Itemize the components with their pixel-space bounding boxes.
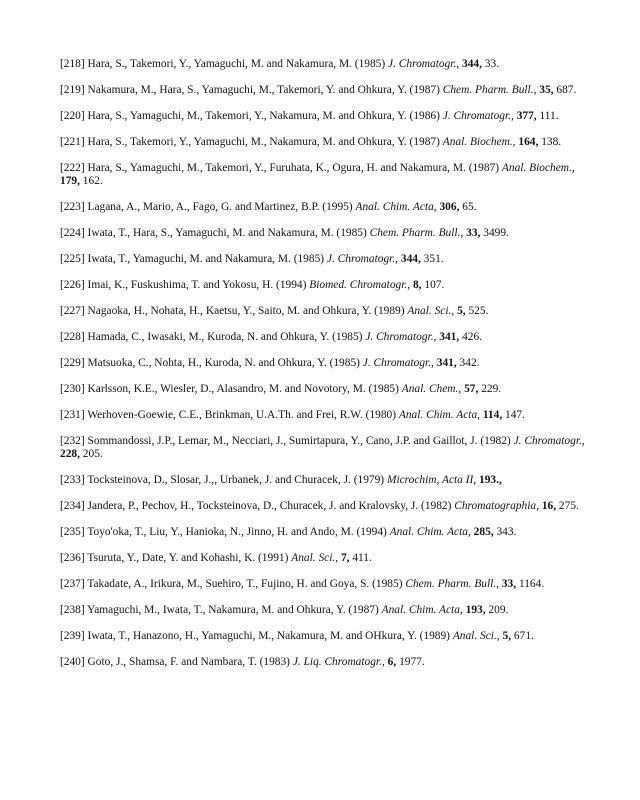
ref-number: [220]	[60, 110, 85, 122]
ref-volume: 228,	[60, 448, 80, 460]
ref-volume: 164,	[518, 136, 539, 148]
reference-item	[60, 357, 590, 370]
ref-page: 205.	[82, 448, 103, 460]
ref-number: [240]	[60, 656, 85, 668]
ref-number: [227]	[60, 305, 85, 317]
ref-authors: Toyo'oka, T., Liu, Y., Hanioka, N., Jinno, H. and Ando, M. (1994)	[87, 526, 387, 538]
ref-authors: Takadate, A., Irikura, M., Suehiro, T., Fujino, H. and Goya, S. (1985)	[87, 578, 403, 590]
ref-page: 343.	[496, 526, 517, 538]
ref-page: 138.	[541, 136, 562, 148]
ref-journal: J. Chromatogr.,	[326, 253, 399, 265]
reference-item	[60, 604, 590, 617]
ref-number: [219]	[60, 84, 85, 96]
ref-journal: Chem. Pharm. Bull.,	[442, 84, 537, 96]
ref-journal: Biomed. Chromatogr.,	[309, 279, 411, 291]
ref-journal: Microchim, Acta II,	[386, 474, 477, 486]
ref-authors: Goto, J., Shamsa, F. and Nambara, T. (1983)	[87, 656, 290, 668]
ref-journal: Anal. Sci.,	[291, 552, 339, 564]
reference-item	[60, 162, 590, 188]
reference-item	[60, 383, 590, 396]
reference-item	[60, 331, 590, 344]
ref-number: [234]	[60, 500, 85, 512]
reference-item	[60, 409, 590, 422]
reference-item	[60, 227, 590, 240]
ref-page: 209.	[488, 604, 509, 616]
ref-authors: Karlsson, K.E., Wiesler, D., Alasandro, M. and Novotory, M. (1985)	[87, 383, 399, 395]
ref-number: [221]	[60, 136, 85, 148]
reference-item	[60, 279, 590, 292]
ref-page: 147.	[505, 409, 525, 421]
ref-page: 411.	[352, 552, 372, 564]
ref-volume: 6,	[387, 656, 397, 668]
ref-authors: Hara, S., Yamaguchi, M., Takemori, Y., Furuhata, K., Ogura, H. and Nakamura, M. (1987)	[87, 162, 500, 174]
ref-page: 33.	[484, 58, 500, 70]
ref-page: 671.	[513, 630, 534, 642]
ref-volume: 5,	[457, 305, 466, 317]
ref-authors: Nakamura, M., Hara, S., Yamaguchi, M., Takemori, Y. and Ohkura, Y. (1987)	[87, 84, 440, 96]
ref-page: 275.	[558, 500, 579, 512]
ref-journal: Anal. Biochem.,	[442, 136, 516, 148]
ref-authors: Iwata, T., Hara, S., Yamaguchi, M. and Nakamura, M. (1985)	[87, 227, 367, 239]
ref-page: 525.	[468, 305, 489, 317]
ref-volume: 344,	[462, 58, 482, 70]
ref-number: [225]	[60, 253, 85, 265]
ref-number: [232]	[60, 435, 85, 447]
ref-authors: Hara, S., Takemori, Y., Yamaguchi, M., Nakamura, M. and Ohkura, Y. (1987)	[87, 136, 440, 148]
reference-item	[60, 630, 590, 643]
ref-volume: 33,	[501, 578, 517, 590]
ref-page: 426.	[462, 331, 482, 343]
ref-number: [229]	[60, 357, 85, 369]
ref-authors: Nagaoka, H., Nohata, H., Kaetsu, Y., Saito, M. and Ohkura, Y. (1989)	[87, 305, 405, 317]
reference-item	[60, 552, 590, 565]
ref-page: 65.	[462, 201, 477, 213]
ref-authors: Lagana, A., Mario, A., Fago, G. and Martinez, B.P. (1995)	[87, 201, 353, 213]
ref-authors: Iwata, T., Yamaguchi, M. and Nakamura, M. (1985)	[87, 253, 325, 265]
reference-item	[60, 84, 590, 97]
reference-list	[60, 58, 590, 682]
ref-journal: Anal. Chim. Acta,	[389, 526, 471, 538]
ref-authors: Jandera, P., Pechov, H., Tocksteinova, D., Churacek, J. and Kralovsky, J. (1982)	[87, 500, 452, 512]
ref-number: [226]	[60, 279, 85, 291]
ref-authors: Hara, S., Takemori, Y., Yamaguchi, M. and Nakamura, M. (1985)	[87, 58, 386, 70]
ref-journal: Anal. Biochem.,	[501, 162, 575, 174]
ref-journal: J. Chromatogr.,	[442, 110, 514, 122]
ref-volume: 35,	[539, 84, 554, 96]
reference-item	[60, 201, 590, 214]
ref-authors: Iwata, T., Hanazono, H., Yamaguchi, M., Nakamura, M. and OHkura, Y. (1989)	[87, 630, 450, 642]
ref-number: [238]	[60, 604, 85, 616]
ref-journal: J. Chromatogr.,	[513, 435, 585, 447]
ref-volume: 377,	[516, 110, 537, 122]
ref-volume: 7,	[340, 552, 350, 564]
ref-volume: 33,	[466, 227, 481, 239]
ref-page: 162.	[82, 175, 103, 187]
ref-page: 1977.	[399, 656, 425, 668]
ref-volume: 341,	[436, 357, 457, 369]
ref-number: [233]	[60, 474, 85, 486]
ref-number: [239]	[60, 630, 85, 642]
reference-item	[60, 253, 590, 266]
ref-volume: 285,	[473, 526, 494, 538]
ref-authors: Matsuoka, C., Nohta, H., Kuroda, N. and Ohkura, Y. (1985)	[87, 357, 360, 369]
ref-journal: Anal. Chim. Acta,	[355, 201, 437, 213]
reference-item	[60, 474, 590, 487]
ref-page: 1164.	[518, 578, 545, 590]
ref-volume: 8,	[412, 279, 422, 291]
reference-item	[60, 136, 590, 149]
ref-page: 3499.	[483, 227, 509, 239]
ref-number: [230]	[60, 383, 85, 395]
reference-item	[60, 435, 590, 461]
ref-authors: Tsuruta, Y., Date, Y. and Kohashi, K. (1991)	[87, 552, 289, 564]
ref-number: [223]	[60, 201, 85, 213]
ref-journal: Anal. Chim. Acta,	[381, 604, 463, 616]
ref-journal: Anal. Chim. Acta,	[398, 409, 480, 421]
ref-number: [235]	[60, 526, 85, 538]
ref-authors: Hara, S., Yamaguchi, M., Takemori, Y., Nakamura, M. and Ohkura, Y. (1986)	[87, 110, 440, 122]
ref-journal: J. Chromatogr.,	[362, 357, 434, 369]
ref-volume: 179,	[60, 175, 80, 187]
ref-volume: 193.,	[479, 474, 502, 486]
ref-journal: Anal. Sci.,	[407, 305, 455, 317]
ref-number: [237]	[60, 578, 85, 590]
ref-journal: Chem. Pharm. Bull.,	[369, 227, 464, 239]
ref-authors: Sommandossi, J.P., Lemar, M., Necciari, J., Sumirtapura, Y., Cano, J.P. and Gaillot, J. (1982)	[87, 435, 511, 447]
ref-journal: Anal. Sci.,	[452, 630, 500, 642]
ref-number: [224]	[60, 227, 85, 239]
ref-journal: J. Liq. Chromatogr.,	[292, 656, 385, 668]
ref-journal: Chem. Pharm. Bull.,	[405, 578, 499, 590]
ref-volume: 5,	[502, 630, 512, 642]
ref-authors: Tocksteinova, D., Slosar, J.,, Urbanek, J. and Churacek, J. (1979)	[87, 474, 385, 486]
ref-page: 111.	[539, 110, 559, 122]
ref-number: [236]	[60, 552, 85, 564]
ref-number: [228]	[60, 331, 85, 343]
ref-volume: 114,	[482, 409, 503, 421]
ref-volume: 193,	[465, 604, 486, 616]
reference-item	[60, 305, 590, 318]
ref-authors: Hamada, C., Iwasaki, M., Kuroda, N. and Ohkura, Y. (1985)	[87, 331, 363, 343]
reference-item	[60, 58, 590, 71]
ref-journal: Chromatographia,	[454, 500, 539, 512]
ref-volume: 341,	[439, 331, 460, 343]
ref-journal: J. Chromatogr.,	[365, 331, 437, 343]
ref-number: [218]	[60, 58, 85, 70]
ref-page: 687.	[556, 84, 577, 96]
ref-volume: 16,	[541, 500, 557, 512]
ref-authors: Werhoven-Goewie, C.E., Brinkman, U.A.Th. and Frei, R.W. (1980)	[87, 409, 397, 421]
ref-journal: J. Chromatogr.,	[388, 58, 460, 70]
reference-item	[60, 500, 590, 513]
ref-journal: Anal. Chem.,	[401, 383, 462, 395]
reference-item	[60, 578, 590, 591]
ref-volume: 57,	[464, 383, 479, 395]
reference-item	[60, 526, 590, 539]
ref-authors: Yamaguchi, M., Iwata, T., Nakamura, M. and Ohkura, Y. (1987)	[87, 604, 379, 616]
ref-page: 107.	[424, 279, 445, 291]
ref-page: 351.	[423, 253, 444, 265]
ref-page: 229.	[481, 383, 502, 395]
ref-volume: 306,	[439, 201, 460, 213]
ref-number: [222]	[60, 162, 85, 174]
ref-number: [231]	[60, 409, 85, 421]
reference-item	[60, 110, 590, 123]
ref-authors: Imai, K., Fuskushima, T. and Yokosu, H. (1994)	[87, 279, 307, 291]
ref-page: 342.	[459, 357, 480, 369]
reference-item	[60, 656, 590, 669]
ref-volume: 344,	[400, 253, 421, 265]
